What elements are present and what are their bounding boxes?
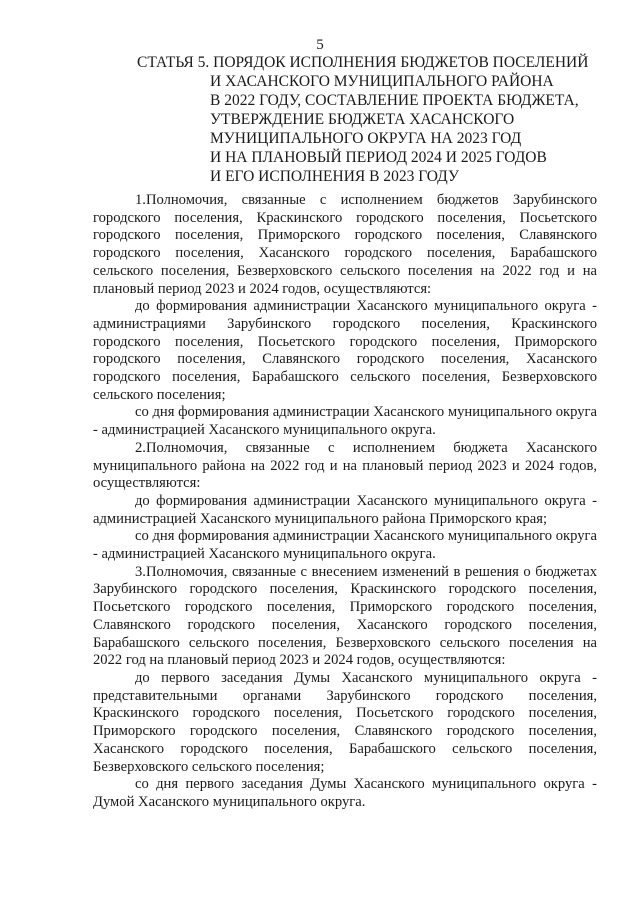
- heading-line: И НА ПЛАНОВЫЙ ПЕРИОД 2024 И 2025 ГОДОВ: [210, 149, 547, 166]
- paragraph-clause-1-after: со дня формирования администрации Хасанского муниципального округа - администрацией Хасанского муниципального округа.: [93, 404, 597, 439]
- paragraph-clause-2: 2.Полномочия, связанные с исполнением бюджета Хасанского муниципального района на 2022 год и на плановый период 2023 и 2024 годов, осуществляются:: [93, 439, 597, 492]
- paragraph-clause-1: 1.Полномочия, связанные с исполнением бюджетов Зарубинского городского поселения, Краскинского городского поселения, Посьетского городского поселения, Приморского городского поселения, Славянского городского поселения, Хасанского городского поселения, Барабашского сельского поселения, Безверховского сельского поселения на 2022 год и на плановый период 2023 и 2024 годов, осуществляются:: [93, 192, 597, 297]
- article-body: [93, 192, 597, 812]
- heading-line: УТВЕРЖДЕНИЕ БЮДЖЕТА ХАСАНСКОГО: [210, 111, 515, 128]
- paragraph-clause-2-after: со дня формирования администрации Хасанского муниципального округа - администрацией Хасанского муниципального округа.: [93, 528, 597, 563]
- heading-line: И ХАСАНСКОГО МУНИЦИПАЛЬНОГО РАЙОНА: [210, 73, 554, 90]
- paragraph-clause-3-before: до первого заседания Думы Хасанского муниципального округа - представительными органами Зарубинского городского поселения, Краскинского городского поселения, Посьетского городского поселения, Приморского городского поселения, Славянского городского поселения, Хасанского городского поселения, Барабашского сельского поселения, Безверховского сельского поселения;: [93, 669, 597, 775]
- heading-line: И ЕГО ИСПОЛНЕНИЯ В 2023 ГОДУ: [210, 168, 459, 185]
- page-number: 5: [316, 37, 324, 53]
- heading-line: В 2022 ГОДУ, СОСТАВЛЕНИЕ ПРОЕКТА БЮДЖЕТА,: [210, 92, 579, 109]
- heading-line: СТАТЬЯ 5. ПОРЯДОК ИСПОЛНЕНИЯ БЮДЖЕТОВ ПОСЕЛЕНИЙ: [137, 54, 589, 71]
- paragraph-clause-2-before: до формирования администрации Хасанского муниципального округа - администрацией Хасанского муниципального района Приморского края;: [93, 492, 597, 527]
- paragraph-clause-3: 3.Полномочия, связанные с внесением изменений в решения о бюджетах Зарубинского городского поселения, Краскинского городского поселения, Посьетского городского поселения, Приморского городского поселения, Славянского городского поселения, Хасанского городского поселения, Барабашского сельского поселения, Безверховского сельского поселения на 2022 год на плановый период 2023 и 2024 годов, осуществляются:: [93, 563, 597, 669]
- paragraph-clause-1-before: до формирования администрации Хасанского муниципального округа - администрациями Зарубинского городского поселения, Краскинского городского поселения, Посьетского городского поселения, Приморского городского поселения, Славянского городского поселения, Хасанского городского поселения, Барабашского сельского поселения, Безверховского сельского поселения;: [93, 298, 597, 403]
- paragraph-clause-3-after: со дня первого заседания Думы Хасанского муниципального округа - Думой Хасанского муниципального округа.: [93, 776, 597, 810]
- heading-line: МУНИЦИПАЛЬНОГО ОКРУГА НА 2023 ГОД: [210, 130, 522, 147]
